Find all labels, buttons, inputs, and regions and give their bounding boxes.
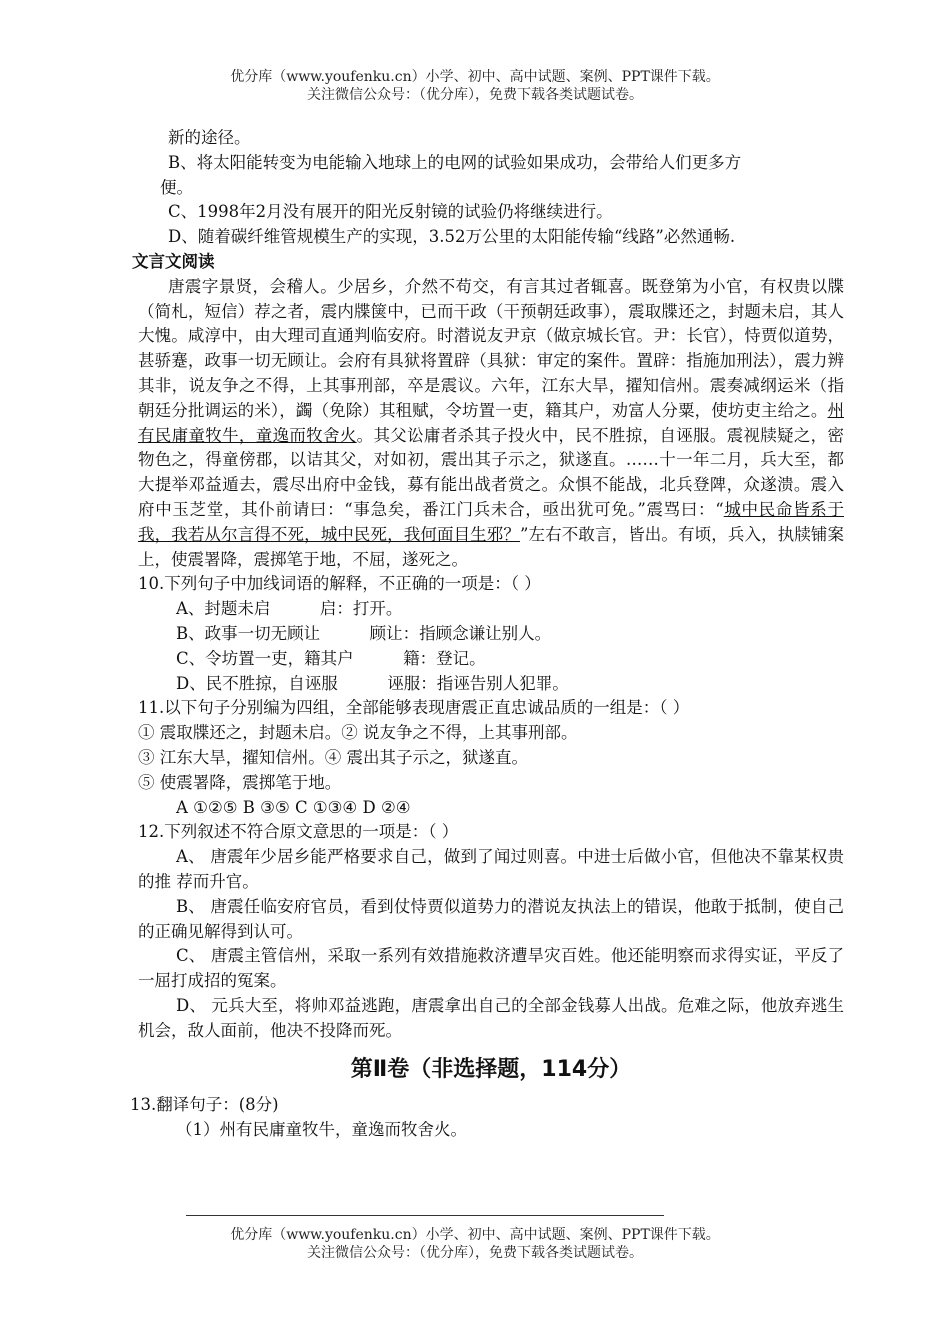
q10-option-d: D、民不胜掠，自诬服 诬服：指诬告别人犯罪。: [176, 673, 569, 693]
q12-stem: 12.下列叙述不符合原文意思的一项是：（ ）: [138, 822, 459, 842]
passage-body: [138, 275, 844, 573]
q13-stem: 13.翻译句子：(8分): [130, 1095, 279, 1115]
q11-stem: 11.以下句子分别编为四组，全部能够表现唐震正直忠诚品质的一组是：（ ）: [138, 698, 690, 718]
passage-underline-2: 城中民命皆系于我，我若从尔言得不死，城中民死，我何面目生邪？: [138, 499, 844, 544]
q11-item-row-3: ⑤ 使震署降，震掷笔于地。: [138, 772, 342, 792]
footer-divider: [186, 1215, 664, 1216]
q11-item-row-1: ① 震取牒还之，封题未启。② 说友争之不得，上其事刑部。: [138, 723, 578, 743]
q10-option-b: B、政事一切无顾让 顾让：指顾念谦让别人。: [176, 623, 552, 643]
q13-item-1: （1）州有民庸童牧牛，童逸而牧舍火。: [176, 1120, 467, 1140]
passage-text-2: 。其父讼庸者杀其子投火中，民不胜掠，自诬服。震视牍疑之，密物色之，得童傍郡，以诘其父，对如初，震出其子示之，狱遂直。……十一年二月，兵大至，都大提举邓益遁去，震尽出府中金钱，募有能出战者赏之。众惧不能战，北兵登陴，众遂溃。震入府中玉芝堂，其仆前请曰：“事急矣，番江门兵未合，亟出犹可免。”震骂曰：“: [138, 425, 845, 519]
option-c: C、1998年2月没有展开的阳光反射镜的试验仍将继续进行。: [168, 202, 613, 222]
footer-line-2: 关注微信公众号：（优分库），免费下载各类试题试卷。: [307, 1245, 643, 1261]
page-header: [0, 68, 950, 104]
page-footer: [0, 1226, 950, 1262]
passage-text-1: 唐震字景贤，会稽人。少居乡，介然不苟交，有言其过者辄喜。既登第为小官，有权贵以牒（简札，短信）荐之者，震内牒箧中，已而干政（干预朝廷政事），震取牒还之，封题未启，其人大愧。咸淳中，由大理司直通判临安府。时潜说友尹京（做京城长官。尹：长官），恃贾似道势，甚骄蹇，政事一切无顾让。会府有具狱将置辟（具狱：审定的案件。置辟：指施加刑法），震力辨其非，说友争之不得，上其事刑部，卒是震议。六年，江东大旱，擢知信州。震奏减纲运米（指朝廷分批调运的米），蠲（免除）其租赋，令坊置一吏，籍其户，劝富人分粟，使坊吏主给之。: [138, 276, 844, 420]
header-line-2: 关注微信公众号：（优分库），免费下载各类试题试卷。: [307, 87, 643, 103]
passage-text-3: ”左右不敢言，皆出。有顷，兵入，执牍铺案上，使震署降，震掷笔于地，不屈，遂死之。: [138, 524, 844, 569]
q12-option-d: D、 元兵大至，将帅邓益逃跑，唐震拿出自己的全部金钱募人出战。危难之际，他放弃逃生机会，敌人面前，他决不投降而死。: [138, 995, 844, 1040]
q10-option-c: C、令坊置一吏，籍其户 籍：登记。: [176, 648, 486, 668]
q12-option-b: B、 唐震任临安府官员，看到仗恃贾似道势力的潜说友执法上的错误，他敢于抵制，使自己的正确见解得到认可。: [138, 896, 844, 941]
section-2-title: 第Ⅱ卷（非选择题，114分）: [350, 1057, 632, 1083]
header-line-1: 优分库（www.youfenku.cn）小学、初中、高中试题、案例、PPT课件下载。: [230, 69, 720, 85]
q10-option-a: A、封题未启 启：打开。: [176, 599, 403, 619]
q11-item-row-2: ③ 江东大旱，擢知信州。④ 震出其子示之，狱遂直。: [138, 747, 528, 767]
option-a-tail: 新的途径。: [168, 128, 251, 147]
q12-option-c: C、 唐震主管信州，采取一系列有效措施救济遭旱灾百姓。他还能明察而求得实证，平反了一屈打成招的冤案。: [138, 946, 844, 991]
footer-line-1: 优分库（www.youfenku.cn）小学、初中、高中试题、案例、PPT课件下载。: [230, 1227, 720, 1243]
option-b-tail: 便。: [160, 177, 193, 197]
q10-stem: 10.下列句子中加线词语的解释，不正确的一项是：（ ）: [138, 574, 541, 594]
q11-choices: A ①②⑤ B ③⑤ C ①③④ D ②④: [176, 797, 411, 817]
option-b: B、将太阳能转变为电能输入地球上的电网的试验如果成功，会带给人们更多方: [168, 152, 742, 172]
option-d: D、随着碳纤维管规模生产的实现，3.52万公里的太阳能传输“线路”必然通畅.: [168, 227, 736, 247]
page-content: [130, 126, 845, 1143]
q12-option-a: A、 唐震年少居乡能严格要求自己，做到了闻过则喜。中进士后做小官，但他决不靠某权贵的推 荐而升官。: [138, 847, 844, 891]
passage-underline-1: 州有民庸童牧牛，童逸而牧舍火: [138, 400, 844, 445]
passage-title: 文言文阅读: [132, 251, 215, 271]
